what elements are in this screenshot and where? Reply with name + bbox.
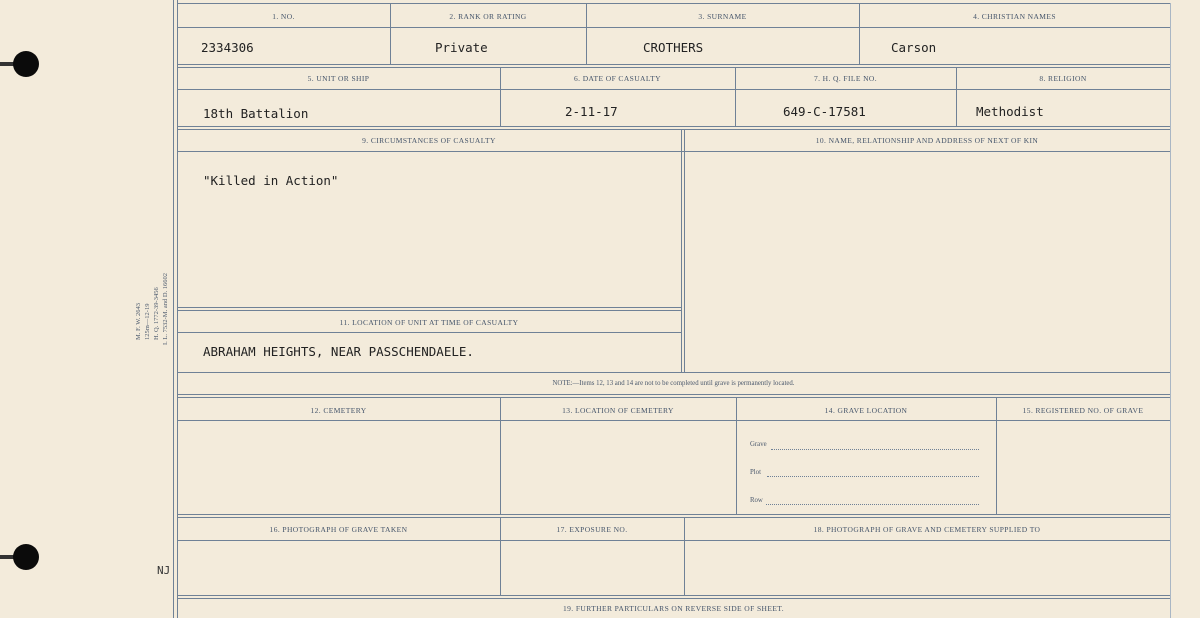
- rule: [177, 372, 1170, 373]
- label-further: 19. FURTHER PARTICULARS ON REVERSE SIDE OF SHEET.: [562, 604, 784, 613]
- value-location: ABRAHAM HEIGHTS, NEAR PASSCHENDAELE.: [203, 344, 474, 359]
- value-religion: Methodist: [976, 104, 1044, 119]
- rule: [177, 420, 1170, 421]
- side-print-3: H. Q. 1772-39-3456: [153, 287, 160, 340]
- label-no: 1. NO.: [272, 12, 295, 21]
- rule: [177, 397, 1170, 398]
- punch-hole-bottom: [13, 544, 39, 570]
- label-photo-supplied: 18. PHOTOGRAPH OF GRAVE AND CEMETERY SUPPLIED TO: [813, 525, 1041, 534]
- label-unit: 5. UNIT OR SHIP: [307, 74, 370, 83]
- rule: [684, 129, 685, 372]
- side-print-4: I. L. 7532-M. and D. 16602: [162, 272, 169, 345]
- rule: [177, 126, 1170, 127]
- row-dots: [766, 504, 979, 505]
- side-print-2: 125m—12-19: [144, 303, 151, 340]
- rule: [177, 307, 681, 308]
- label-christian-names: 4. CHRISTIAN NAMES: [973, 12, 1056, 21]
- row-label: Row: [750, 497, 763, 504]
- grave-label: Grave: [750, 441, 767, 448]
- rule: [177, 310, 681, 311]
- rule: [177, 598, 1170, 599]
- rule: [681, 129, 682, 372]
- plot-label: Plot: [750, 469, 761, 476]
- value-surname: CROTHERS: [643, 40, 704, 55]
- value-circumstances: "Killed in Action": [203, 173, 339, 188]
- rule: [177, 332, 681, 333]
- rule: [177, 517, 1170, 518]
- label-rank: 2. RANK OR RATING: [449, 12, 527, 21]
- label-date: 6. DATE OF CASUALTY: [574, 74, 661, 83]
- label-photo-taken: 16. PHOTOGRAPH OF GRAVE TAKEN: [269, 525, 408, 534]
- margin-line-1: [173, 0, 174, 618]
- plot-dots: [767, 476, 979, 477]
- side-initials: NJ: [157, 564, 171, 577]
- value-no: 2334306: [201, 40, 254, 55]
- label-exposure-no: 17. EXPOSURE NO.: [556, 525, 628, 534]
- value-file-no: 649-C-17581: [783, 104, 866, 119]
- grave-dots: [771, 449, 979, 450]
- rule: [177, 540, 1170, 541]
- rule: [177, 151, 1170, 152]
- rule: [177, 394, 1170, 395]
- label-location: 11. LOCATION OF UNIT AT TIME OF CASUALTY: [339, 318, 519, 327]
- rule: [177, 514, 1170, 515]
- right-edge-line: [1170, 3, 1171, 618]
- rule: [177, 595, 1170, 596]
- rule: [177, 27, 1170, 28]
- rule: [177, 67, 1170, 68]
- rule: [177, 89, 1170, 90]
- label-surname: 3. SURNAME: [698, 12, 747, 21]
- rule: [177, 3, 1170, 4]
- value-unit: 18th Battalion: [203, 106, 309, 121]
- label-file-no: 7. H. Q. FILE NO.: [813, 74, 878, 83]
- rule: [177, 64, 1170, 65]
- value-christian-names: Carson: [891, 40, 937, 55]
- side-print-1: M. F. W. 2643: [135, 302, 142, 340]
- label-registered-no: 15. REGISTERED NO. OF GRAVE: [1022, 406, 1144, 415]
- value-rank: Private: [435, 40, 488, 55]
- label-cemetery-location: 13. LOCATION OF CEMETERY: [562, 406, 674, 415]
- label-next-of-kin: 10. NAME, RELATIONSHIP AND ADDRESS OF NEXT OF KIN: [815, 136, 1039, 145]
- value-date: 2-11-17: [565, 104, 618, 119]
- note-text: NOTE:—Items 12, 13 and 14 are not to be completed until grave is permanently located.: [552, 380, 795, 387]
- label-circumstances: 9. CIRCUMSTANCES OF CASUALTY: [362, 136, 496, 145]
- label-cemetery: 12. CEMETERY: [310, 406, 367, 415]
- rule: [177, 129, 1170, 130]
- label-grave-location: 14. GRAVE LOCATION: [824, 406, 908, 415]
- label-religion: 8. RELIGION: [1039, 74, 1087, 83]
- punch-hole-top: [13, 51, 39, 77]
